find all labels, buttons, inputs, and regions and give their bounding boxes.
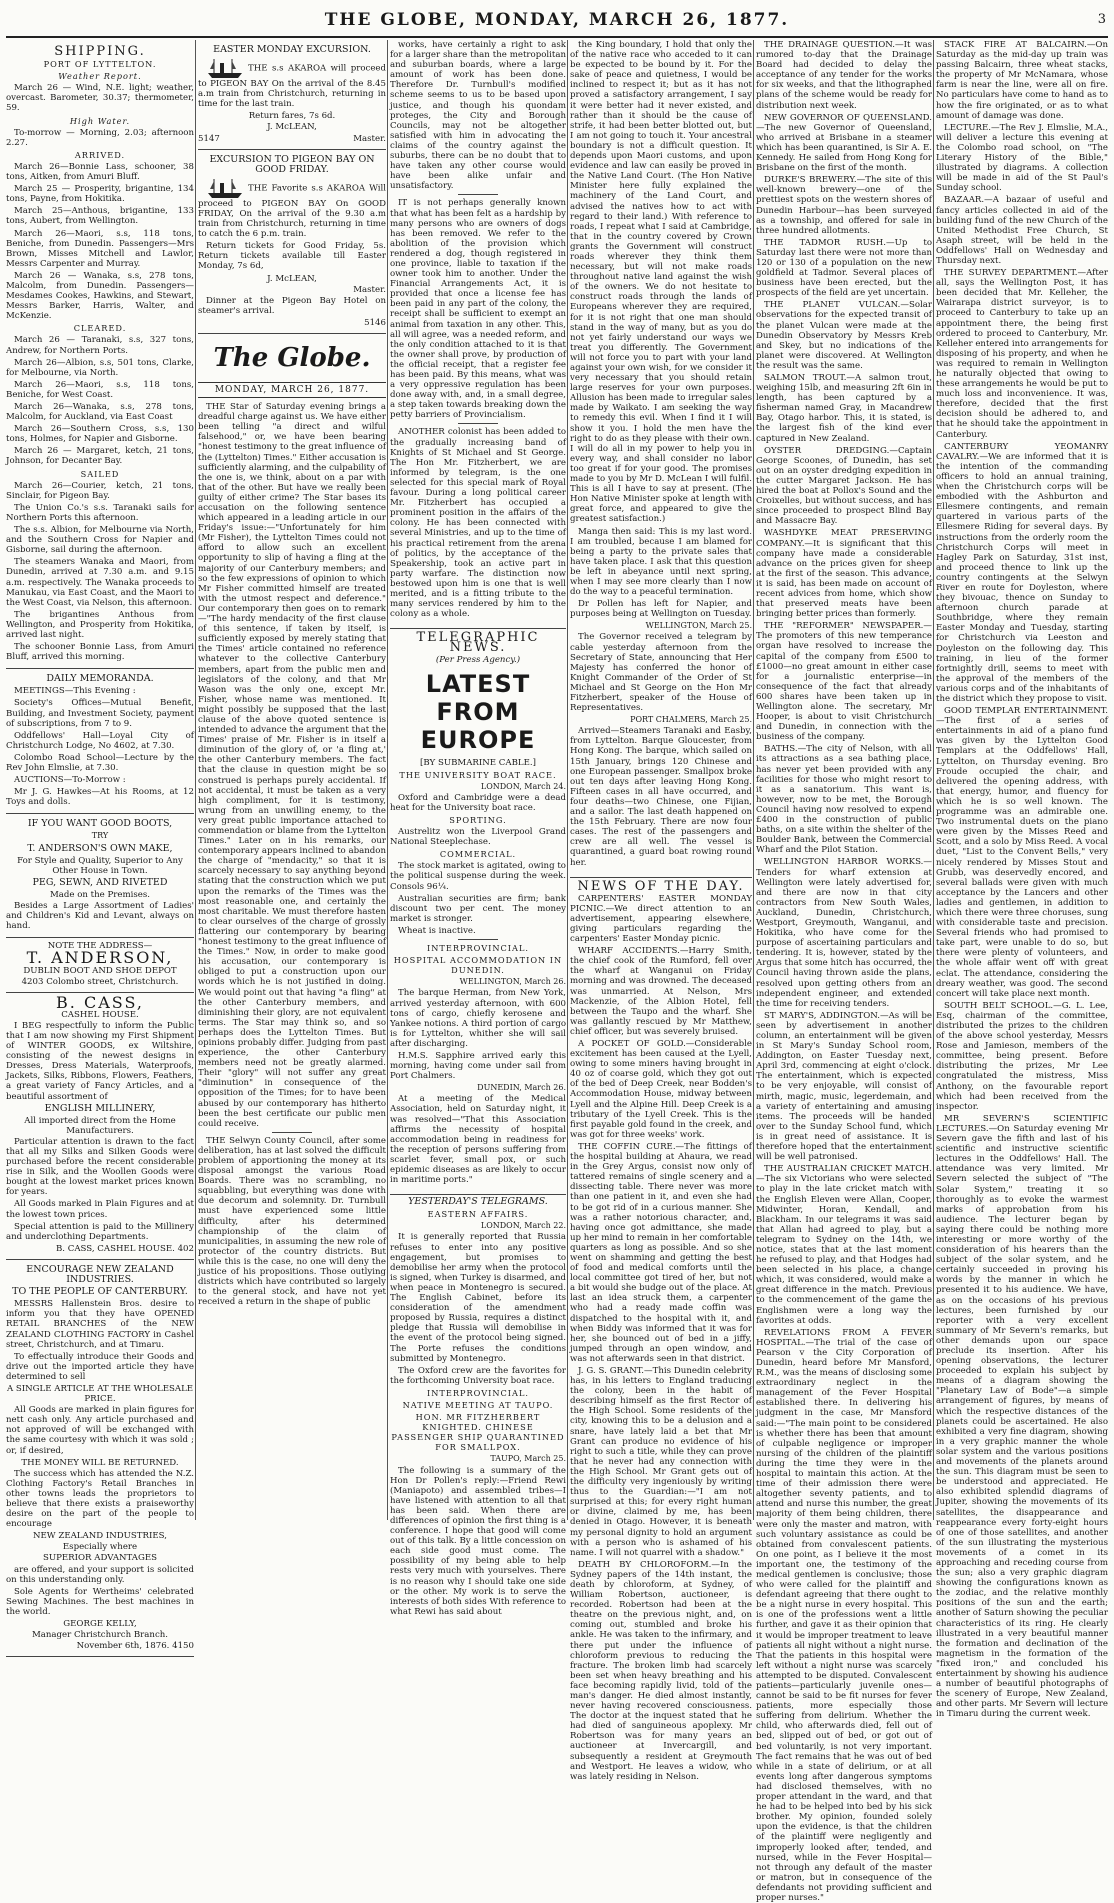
sporting-heading: SPORTING. [449,815,507,825]
news-item: THE TADMOR RUSH.—Up to Saturday last there were not more than 120 or 130 of a population on the new goldfield at Tadmor. Several places of business have been erected, but the prospects of the field are yet uncertain. [756,237,932,299]
excursion-text: THE s.s AKAROA will proceed to PIGEON BAY On the arrival of the 8.45 a.m train from Christchurch, returning in time for the last train. [198,63,386,110]
cass-house: CASHEL HOUSE. [61,1009,139,1020]
cleared-heading: CLEARED. [73,323,127,334]
column-3 [390,40,566,1617]
arrival-entry: March 25—Anthous, brigantine, 133 tons, Aubert, from Wellington. [6,206,194,227]
column-rule [195,40,196,1520]
encourage-text: All Goods are marked in plain figures for nett cash only. Any article purchased and not approved of will be exchanged with the same courtesy with which it was sold ; or, if desired, [6,1405,194,1456]
memoranda-heading: DAILY MEMORANDA. [46,673,154,685]
wellington-text: The barque Herman, from New York, arrived yesterday afternoon, with 600 tons of cargo, chiefly kerosene and Yankee notions. A third portion of cargo is for Lyttelton, whither she will sail after discharging. [390,988,566,1049]
encourage-money: THE MONEY WILL BE RETURNED. [21,1457,179,1468]
news-item: CARPENTERS' EASTER MONDAY PICNIC.—We direct attention to an advertisement, appearing elsewhere, giving particulars regarding the carpenters' Easter Monday picnic. [570,893,752,945]
wellington-text: H.M.S. Sapphire arrived early this morning, having come under sail from Port Chalmers. [390,1050,566,1082]
address-name: T. ANDERSON, [26,948,174,968]
news-item: REVELATIONS FROM A FEVER HOSPITAL.—The trial of the case of Pearson v the City Corporation of Dunedin, heard before Mr Mansford, R.M., was the means of disclosing some extraordinary neglect in the management of the Fever Hospital established there. In delivering his judgment in the case, Mr Mansford said:—"The main point to be considered is whether there has been that amount of culpable negligence or improper nursing of the children of the plaintiff during the time they were in the hospital to maintain this action. At the time of their admission there were altogether seventy patients, and to attend and nurse this number, the great majority of them being children, there were only the master and matron, with such voluntary assistance as could be obtained from convalescent patients. On one point, as I believe it the most important one, the testimony of the medical gentlemen is conclusive; those who were called for the plaintiff and defendant agreeing that there ought to be a night nurse in every hospital. This is one of the professions went a little further, and gave it as their opinion that it would be improper treatment to leave patients all night without a night nurse. That the patients in this hospital were left without a night nurse was scarcely attempted to be disputed. Convalescent patients—particularly juvenile ones—cannot be said to be fit nurses for fever patients, more especially those suffering from delirium. Whether the child, who afterwards died, fell out of bed, slipped out of bed, or got out of bed voluntarily, is not very important. The fact remains that he was out of bed while in a state of delirium, or at all events long after dangerous symptoms had disclosed themselves, with no proper attendant in the ward, and that he had to be helped into bed by his sick brother. My opinion, founded solely upon the evidence, is that the children of the plaintiff were negligently and improperly looked after, tended, and nursed, while in the Fever Hospital—not through any default of the master or matron, but in consequence of the defendants not providing sufficient and proper nurses." [756,1327,932,1903]
memo-entry: MEETINGS—This Evening : [14,686,136,697]
steamship-icon [206,177,244,199]
excursion-fares: Return fares, 7s 6d. [248,111,336,122]
taupo-text: The following is a summary of the Hon Dr Pollen's reply:—Friend Rewi (Maniapoto) and assembled tribes—I have listened with attention to all that has been said. When there are differences of opinion the first thing is a conference. I hope that good will come out of this talk. By a little concession on each side good must come. The possibility of my being able to help rests very much with yourselves. There is no reason why I should take one side or the other. My work is to serve the interests of both sides With reference to what Rewi has said about [390,1465,566,1617]
wellington-date: WELLINGTON, March 26. [459,977,566,987]
weather-report: March 26 — Wind, N.E. light; weather, overcast. Barometer, 30.37; thermometer, 59. [6,83,194,114]
encourage-industries: NEW ZEALAND INDUSTRIES, [33,1531,167,1542]
boots-made: Made on the Premises. [50,889,150,900]
news-item: STACK FIRE AT BALCAIRN.—On Saturday as the mid-day up train was passing Balcairn, three wheat stacks, the property of Mr McNamara, whose farm is near the line, were all on fire. No particulars have come to hand as to how the fire originated, or as to what amount of damage was done. [936,40,1108,121]
yesterday-heading: YESTERDAY'S TELEGRAMS. [408,1196,548,1208]
cleared-entry: March 26 — Taranaki, s.s, 327 tons, Andrew, for Northern Ports. [6,335,194,356]
address-heading: NOTE THE ADDRESS— [47,941,153,952]
cass-advert [6,993,194,1260]
boots-text: Besides a Large Assortment of Ladies' and Children's Kid and Levant, always on hand. [6,901,194,932]
encourage-date: November 6th, 1876. [76,1641,170,1652]
commercial-text: Wheat is inactive. [398,925,476,936]
tide-heading: High Water. [69,115,131,126]
news-item: J. G. S. GRANT.—This Dunedin celebrity has, in his letters to England traducing the colony, been in the habit of describing himself as the first Rector of the High School. Some residents of the city, knowing this to be a delusion and a snare, have lately laid a bet that Mr Grant can produce no evidence of his right to such a title, while they can prove that he never had any connection with the High School. Mr Grant gets out of the difficulty very ingeniously by writing thus to the Guardian:—"I am not surprised at this; for every right human or divine, claimed by me, has been denied in Otago. However, it is beneath my personal dignity to hold an argument with a person who is ashamed of his name. I will not quarrel with a shadow." [570,1366,752,1558]
encourage-ref: 4150 [172,1641,194,1652]
taupo-heading: NATIVE MEETING AT TAUPO. [402,1399,554,1410]
article-paragraph: The Governor received a telegram by cable yesterday afternoon from the Secretary of State, announcing that Her Majesty has conferred the honor of Knight Commander of the Order of St Michael and St George on the Hon Mr Fitzherbert, speaker of the House of Representatives. [570,632,752,714]
shipping-note: The schooner Bonnie Lass, from Amuri Bluff, arrived this morning. [6,642,194,663]
divider [390,621,566,629]
news-item: MR SEVERN'S SCIENTIFIC LECTURES.—On Saturday evening Mr Severn gave the fifth and last of his scientific and instructive scientific lectures in the Oddfellows' Hall. The attendance was very limited. Mr Severn selected the subject of "The Solar System," treating it so thoroughly as to evoke the warmest marks of approbation from his audience. The lecturer began by saying there could be nothing more interesting or more worthy of the consideration of his hearers than the subject of the solar system, and he certainly succeeded in proving his words by the manner in which he presented it to his audience. We have, as on the occasions of his previous lectures, been furnished by our reporter with a very excellent summary of Mr Severn's remarks, but other demands upon our space preclude its insertion. After his opening observations, the lecturer proceeded to explain his subject by means of a diagram showing the "Planetary Law of Bode"—a simple arrangement of figures, by means of which the respective distances of the planets could be ascertained. He also exhibited a very fine diagram, showing in a very graphic manner the whole solar system and the various positions and movements of the planets around the sun. This diagram must be seen to be understood and appreciated. He also exhibited splendid diagrams of Jupiter, showing the movements of its satellites, the disappearance and reappearance every forty-eight hours of one of those satellites, and another of the sun illustrating the mysterious movements of a comet in its approaching and receding course from the sun; also a very graphic diagram showing the configurations known as the zodiac, and the relative monthly positions of the sun and the earth; another of Saturn showing the peculiar characteristics of its ring. He clearly illustrated in a very beautiful manner the formation and declination of the magnetism in the formation of the "fixed iron," and concluded his entertainment by showing his audience a number of beautiful photographs of the scenery of Europe, New Zealand, and other parts. Mr Severn will lecture in Timaru during the current week. [936,1113,1109,1720]
news-item: DEATH BY CHLOROFORM.—In the Sydney papers of the 14th instant, the death by chloroform, at Sydney, of William Robertson, auctioneer, is recorded. Robertson had been at the theatre on the previous night, and, on coming out, stumbled and broke his ankle. He was taken to the infirmary, and there put under the influence of chloroform previous to reducing the fracture. The broken limb had scarcely been set when heavy breathing and his face becoming rapidly livid, told of the man's danger. He died almost instantly, never having recovered consciousness. The doctor at the inquest stated that he had died of sanguineous apoplexy. Mr Robertson was for many years an auctioneer at Invercargill, and subsequently a resident at Greymouth and Westport. He leaves a widow, who was lately residing in Nelson. [570,1559,752,1782]
dateline: MONDAY, MARCH 26, 1877. [198,382,386,398]
news-item: CANTERBURY YEOMANRY CAVALRY.—We are informed that it is the intention of the commanding officers to hold an annual training, when the Christchurch corps will be embodied with the Ashburton and Ellesmere contingents, and remain quartered in various parts of the Ellesmere Riding for several days. By instructions from the orderly room the Christchurch Corps will meet in Hagley Park on Saturday, 31st inst, and proceed thence to link up the country contingents at the Selwyn River en route for Doyleston, where they bivouac, thence on Sunday to afternoon church parade at Southbridge, where they remain Easter Monday and Tuesday, starting for Christchurch via Leeston and Doyleston on the following day. This training, in lieu of the former fortnightly drill, seems to meet with the approval of the members of the various corps and of the inhabitants of the district which they propose to visit. [936,441,1108,704]
excursion-sign: J. McLEAN, [267,122,317,133]
arrived-heading: ARRIVED. [74,149,126,160]
column-6 [936,40,1109,1720]
news-item: THE SURVEY DEPARTMENT.—After all, says the Wellington Post, it has been decided that Mr. Kelleher, the Wairarapa district surveyor, is to proceed to Canterbury to take up an appointment there, the being first ordered to proceed to Canterbury, Mr. Kelleher entered into arrangements for disposing of his property, and when he was required to remain in Wellington he naturally objected that owing to these arrangements he would be put to much loss and inconvenience. It was, therefore, decided that the first decision should be adhered to, and that he should take the appointment in Canterbury. [936,268,1108,440]
boots-heading: IF YOU WANT GOOD BOOTS, [27,818,173,830]
port-heading: PORT OF LYTTELTON. [43,59,157,70]
cleared-entry: March 26—Albion, s.s, 501 tons, Clarke, for Melbourne, via North. [6,357,194,378]
news-item: SALMON TROUT.—A salmon trout, weighing 15lb, and measuring 2ft 6in in length, has been captured by a fisherman named Gray, in Macandrew Bay, Otago harbor. This, it is stated, is the largest fish of the kind ever captured in New Zealand. [756,373,932,444]
excursion-tickets: Return tickets for Good Friday, 5s. Return tickets available till Easter Monday, 7s 6d, [198,241,386,272]
divider [390,1187,566,1195]
latest-sub: [BY SUBMARINE CABLE.] [420,757,536,768]
excursion-text: THE Favorite s.s AKAROA Will proceed to PIGEON BAY On GOOD FRIDAY, On the arrival of the 9.30 a.m train from Christchurch, returning in time to catch the 6 p.m. train. [198,183,386,240]
eastern-text: It is generally reported that Russia refuses to enter into any positive engagement, but promises to demobilise her army when the protocol is signed, when Turkey is disarmed, and when peace in Montenegro is secured. The English Cabinet, before its consideration of the amendment proposed by Russia, requires a distinct pledge that Russia will demobilise in the event of the protocol being signed. The Porte refuses the conditions submitted by Montenegro. [390,1232,566,1364]
dunedin-date: DUNEDIN, March 26. [477,1083,566,1093]
cass-ref: 402 [177,1243,194,1254]
divider [458,423,498,424]
news-item: GOOD TEMPLAR ENTERTAINMENT.—The first of a series of entertainments in aid of a piano fund was given by the Lyttelton Good Templars at the Oddfellows' Hall, Lyttelton, on Thursday evening. Bro Froude occupied the chair, and delivered the opening address, with that energy, humor, and fluency for which he is so well known. The programme was an admirable one. Two instrumental duets on the piano were given by the Misses Reed and Scott, and a solo by Miss Reed. A vocal duet, "List to the Convent Bells," very nicely rendered by Misses Stout and Grubb, was deservedly encored, and several ballads were given with much acceptance by the Lancers and other ladies and gentlemen, in addition to which there were three choruses, sung with considerable taste and precision. Several friends who had promised to take part, were unable to do so, but there were plenty of volunteers, and the whole affair went off with great eclat. The attendance, considering the dreary weather, was good. The second concert will take place next month. [936,706,1108,999]
cleared-entry: March 26—Southern Cross, s.s, 130 tons, Holmes, for Napier and Gisborne. [6,424,194,445]
divider [570,870,752,878]
article-paragraph: Manga then said: This is my last word. I am troubled, because I am blamed for being a party to the private sales that have taken place. I ask that this question be left in abeyance until next spring, when I may see more clearly than I now do the way to a peaceful termination. [570,526,752,598]
news-item: LECTURE.—The Rev J. Elmslie, M.A., will deliver a lecture this evening at the Colombo road school, on "The Literary History of the Bible," illustrated by diagrams. A collection will be made in aid of the St Paul's Sunday school. [936,122,1108,194]
newspaper-nameplate: The Globe. [213,342,371,373]
news-item: WASHDYKE MEAT PRESERVING COMPANY.—It is significant that this company have made a considerable advance on the prices given for sheep at the first of the season. This advance, it is said, has been made on account of recent advices from home, which show that preserved meats have been bringing better prices than formerly. [756,528,932,620]
memo-entry: Mr J. G. Hawkes—At his Rooms, at 12 Toys and dolls. [6,787,194,808]
arrival-entry: March 25 — Prosperity, brigantine, 134 tons, Payne, from Hokitika. [6,184,194,205]
divider [272,1132,312,1133]
column-1 [6,40,194,1652]
memoranda-section [6,669,194,814]
column-rule [753,40,754,1520]
latest-heading: LATEST FROM EUROPE [420,669,536,754]
column-rule [387,40,388,1520]
boots-sub: For Style and Quality, Superior to Any Other House in Town. [17,855,183,876]
cass-name: B. CASS, [56,992,144,1012]
telegraphic-heading: TELEGRAPHIC NEWS. [416,630,540,656]
news-item: ST MARY'S, ADDINGTON.—As will be seen by advertisement in another column, an entertainment will be given in St Mary's Sunday School room, Addington, on Easter Tuesday next, April 3rd, commencing at eight o'clock. The entertainment, which is expected to be very enjoyable, will consist of mirth, magic, music, legerdemain, and a variety of entertaining and amusing items. The proceeds will be handed over to the Sunday School fund, which is in great need of assistance. It is therefore hoped that the entertainment will be well patronised. [756,1010,932,1163]
news-item: DURKE'S BREWERY.—The site of this well-known brewery—one of the prettiest spots on the western shores of Dunedin Harbour—has been surveyed as a township, and offered for sale in three hundred allotments. [756,175,932,236]
fitzherbert-heading: HON. MR FITZHERBERT KNIGHTED. CHINESE PASSENGER SHIP QUARANTINED FOR SMALLPOX. [391,1412,565,1453]
arrival-entry: March 26 — Wanaka, s.s, 278 tons, Malcolm, from Dunedin. Passengers—Mesdames Cookes, Hawkins, and Stewart, Messrs Barker, Harris, Walter, and McKenzie. [6,270,194,322]
cass-millinery: ENGLISH MILLINERY, [44,1102,156,1114]
dateline-port-chalmers: PORT CHALMERS, March 25. [630,715,752,725]
eastern-heading: EASTERN AFFAIRS. [427,1209,529,1220]
cleared-entry: March 26 — Margaret, ketch, 21 tons, Johnson, for Decanter Bay. [6,446,194,467]
article-paragraph: Dr Pollen has left for Napier, and purposes being at Wellington on Tuesday. [570,599,752,620]
shipping-note: The s.s. Albion, for Melbourne via North, and the Southern Cross for Napier and Gisborne, sail during the afternoon. [6,525,194,556]
page-number: 3 [1097,12,1106,27]
excursion-sign: J. McLEAN, [267,273,317,284]
sporting-text: Austrelitz won the Liverpool Grand National Steeplechase. [390,827,566,848]
shipping-note: The Union Co.'s s.s. Taranaki sails for Northern Ports this afternoon. [6,502,194,523]
news-item: WELLINGTON HARBOR WORKS.—Tenders for wharf extension at Wellington were lately advertised for, and there are now in that city contractors from New South Wales, Auckland, Dunedin, Christchurch, Westport, Greymouth, Wanganui, and Hokitika, who have come for the purpose of ascertaining particulars and tendering. It is, however, stated by the Argus that some hitch has occurred, the Council having thrown aside the plans, resolved upon getting others from an independent engineer, and extended the time for receiving tenders. [756,857,932,1009]
commercial-text: Australian securities are firm; bank discount two per cent. The money market is stronger. [390,893,566,924]
address-advert [6,938,194,992]
boots-advert [6,814,194,938]
encourage-role: Manager Christchurch Branch. [31,1630,169,1641]
cass-text: Special attention is paid to the Millinery and underclothing Departments. [6,1221,194,1242]
cass-sign: B. CASS, CASHEL HOUSE. [55,1243,175,1254]
dunedin-text: At a meeting of the Medical Association, held on Saturday night, it was resolved—"That this Association affirms the necessity of hospital accommodation being in readiness for the reception of persons suffering from scarlet fever, small pox, or such epidemic diseases as are likely to occur in maritime ports." [390,1094,566,1186]
boat-date: LONDON, March 24. [480,781,566,791]
news-item: THE "REFORMER" NEWSPAPER.—The promoters of this new temperance organ have resolved to increase the capital of the company from £500 to £1000—no great amount in either case for a journalistic enterprise—in consequence of the fact that already 600 shares have been taken up in Wellington alone. The secretary, Mr Hooper, is about to visit Christchurch and Dunedin, in connection with the business of the company. [756,621,932,743]
excursion-ref: 5146 [364,317,386,328]
cass-text: I BEG respectfully to inform the Public that I am now showing my First Shipment of WINTER GOODS, ex Wiltshire, consisting of the newest designs in Dresses, Dress Materials, Waterproofs, Jackets, Silks, Ribbons, Flowers, Feathers, a great variety of Fancy Articles, and a beautiful assortment of [6,1020,194,1102]
news-item: NEW GOVERNOR OF QUEENSLAND.—The new Governor of Queensland, who arrived at Brisbane in a steamer which has been quarantined, is Sir A. E. Kennedy. He sailed from Hong Kong for Brisbane on the first of the month. [756,112,932,174]
telegraphic-sub: (Per Press Agency.) [435,655,521,666]
boat-text: Oxford and Cambridge were a dead heat for the University boat race. [390,792,566,813]
masthead-title: THE GLOBE, MONDAY, MARCH 26, 1877. [324,10,790,30]
taupo-date: TAUPO, March 25. [490,1454,566,1464]
editorial-paragraph: THE Selwyn County Council, after some deliberation, has at last solved the difficult problem of apportioning the money at its disposal amongst the various Road Boards. There was no scrambling, no squabbling, but everything was done with due decorum and solemnity. Dr. Turnbull must have experienced some little difficulty, after his determined championship of the claim of municipalities, in assuming the new role of protector of the country districts. But while this is the case, no one will deny the justice of his propositions. Those outlying districts which have contributed so largely to the general stock, and have not yet received a return in the shape of public [198,1135,386,1308]
news-item: OYSTER DREDGING.—Captain George Scoones, of Dunedin, has set out on an oyster dredging expedition in the cutter Margaret Jackson. He has hired the boat at Pollox's Sound and the Croixelles, but without success, and has since proceeded to prospect Blind Bay and Massacre Bay. [756,445,932,527]
shipping-note: The steamers Wanaka and Maori, from Dunedin, arrived at 7.30 a.m. and 9.15 a.m. respectively. The Wanaka proceeds to Manukau, via East Coast, and the Maori to the West Coast, via Nelson, this afternoon. [6,557,194,608]
commercial-text: The stock market is agitated, owing to the political suspense during the week. Consols 96¼. [390,861,566,892]
top-rule [6,36,1108,38]
memo-entry: Colombo Road School—Lecture by the Rev John Elmslie, at 7.30. [6,752,194,773]
encourage-text: Sole Agents for Wertheims' celebrated Sewing Machines. The best machines in the world. [6,1586,194,1617]
encourage-advantages: SUPERIOR ADVANTAGES [42,1553,158,1564]
boots-name: T. ANDERSON'S OWN MAKE, [27,842,173,854]
encourage-to: TO THE PEOPLE OF CANTERBURY. [12,1286,188,1298]
excursion-dinner: Dinner at the Pigeon Bay Hotel on steamer's arrival. [198,295,386,316]
interprovincial-heading: INTERPROVINCIAL. [426,943,529,954]
encourage-caps: A SINGLE ARTICLE AT THE WHOLESALE PRICE. [6,1383,194,1405]
shipping-note: The brigantines Anthous from Wellington, and Prosperity from Hokitika, arrived last night. [6,609,194,640]
news-item: THE DRAINAGE QUESTION.—It was rumored to-day that the Drainage Board had decided to delay the acceptance of any tender for the works for six weeks, and that the lithographed plans of the scheme would be ready for distribution next week. [756,40,932,111]
sailed-heading: SAILED [80,468,120,479]
memo-entry: Oddfellows' Hall—Loyal City of Christchurch Lodge, No 4602, at 7.30. [6,730,194,751]
weather-heading: Weather Report. [58,71,142,82]
hospital-heading: HOSPITAL ACCOMMODATION IN DUNEDIN. [393,955,563,976]
shipping-section [6,40,194,669]
steamship-icon [206,57,244,79]
boots-try: TRY [91,831,109,841]
news-of-the-day-heading: NEWS OF THE DAY. [577,878,745,894]
excursion-ref: 5147 [198,133,220,144]
memo-entry: AUCTIONS—To-Morrow : [14,775,126,786]
news-item: SOUTH BELT SCHOOL.—G. L. Lee, Esq, chairman of the committee, distributed the prizes to the children of the above school yesterday, Messrs Rose and Jamieson, members of the committee, being present. Before distributing the prizes, Mr Lee congratulated the mistress, Miss Anthony, on the favourable report which had been received from the inspector. [936,1000,1108,1112]
tide-report: To-morrow — Morning, 2.03; afternoon 2.27. [6,127,194,148]
address-ref: 4203 [21,976,44,987]
editorial-paragraph: ANOTHER colonist has been added to the gradually increasing band of Knights of St Michael and St George. The Hon Mr. Fitzherbert, we are informed by telegram, is the one selected for this special mark of Royal favour. During a long political career Mr. Fitzherbert has occupied a prominent position in the affairs of the colony. He has been connected with several Ministries, and up to the time of his practical retirement from the arena of politics, by the acceptance of the Speakership, took an active part in party warfare. The distinction now bestowed upon him is one that is well merited, and is a fitting tribute to the many services rendered by him to the colony as a whole. [390,427,566,620]
boots-types: PEG, SEWN, AND RIVETED [32,876,168,888]
encourage-sign: GEORGE KELLY, [63,1619,137,1630]
column-5 [756,40,932,1903]
news-item: A POCKET OF GOLD.—Considerable excitement has been caused at the Lyell, owing to some miners having brought in 40 oz of coarse gold, which they got out of the bed of Deep Creek, near Bodden's Accommodation House, midway between Lyell and the Alpine Hill. Deep Creek is a tributary of the Lyell Creek. This is the first payable gold found in the creek, and was got for three weeks' work. [570,1039,752,1140]
editorial-paragraph: IT is not perhaps generally known that what has been felt as a hardship by many persons who are owners of dogs has been removed. We refer to the abolition of the provision which rendered a dog, though registered in one province, liable to taxation if the owner took him to another. Under the Financial Arrangements Act, it is provided that once a license fee has been paid in any part of the colony, the receipt shall be sufficient to exempt an animal from taxation in any other. This, all will agree, was a needed reform, and the only condition attached to it is that the owner shall prove, by production of the official receipt, that a register fee has been paid. By this means, what was a very oppressive regulation has been done away with, and, in a small degree, a step taken towards breaking down the petty barriers of Provincialism. [390,198,566,421]
cass-text: Particular attention is drawn to the fact that all my Silks and Silken Goods were purchased before the recent considerable rise in Silk, and the Woollen Goods were bought at the lowest market prices known for years. [6,1136,194,1198]
excursion-advert-1 [198,40,386,150]
divider [458,194,498,195]
encourage-text: The success which has attended the N.Z. Clothing Factory's Retail Branches in other towns leads the proprietors to believe that there exists a praiseworthy desire on the part of the people to encourage [6,1468,194,1530]
news-item: THE PLANET VULCAN.—Solar observations for the expected transit of the planet Vulcan were made at the Dunedin Observatory by Messrs Kreb and Skey, but no indications of the planet were discovered. At Wellington the result was the same. [756,300,932,371]
eastern-date: LONDON, March 22. [480,1221,566,1231]
column-rule [933,40,934,1520]
excursion-role: Master. [353,133,386,144]
boat-heading: THE UNIVERSITY BOAT RACE. [399,769,557,780]
encourage-text: To effectually introduce their Goods and drive out the imported article they have determined to sell [6,1351,194,1382]
encourage-especially: Especially where [62,1542,138,1553]
arrival-entry: March 26—Bonnie Lass, schooner, 38 tons, Aitken, from Amuri Bluff. [6,161,194,183]
editorial-paragraph: THE Star of Saturday evening brings a dreadful charge against us. We have either been telling "a direct and wilful falsehood," or, we have been bearing "honest testimony to the great influence of the (Lyttelton) Times." Either accusation is sufficiently alarming, and the culpability of the one is, we think, about on a par with that of the other. But have we really been guilty of either crime? The Star bases its accusation on the following sentence which appeared in a leading article in our Friday's issue:—"Unfortunately for him (Mr Fisher), the Lyttelton Times could not afford to allow such an excellent opportunity to slip of having a fling at the majority of our Canterbury members; and so the few expressions of opinion to which Mr Fisher committed himself are treated with the utmost respect and deference." Our contemporary then goes on to remark—"The hardy mendacity of the first clause of this sentence, if taken by itself, is sufficiently exposed by merely stating that the Times' article contained no reference whatever to the collective Canterbury members, apart from the public men and legislators of the colony, and that Mr Wason was the only one, except Mr. Fisher, whose name was mentioned. It might possibly be supposed that the last clause of the above quoted sentence is intended to advance the argument that the Times' praise of Mr. Fisher is in itself a diminution of the glory of, or 'a fling at,' the other Canterbury members. The fact that the clause in question might be so construed is perhaps purely accidental. If not accidental, it must be taken as a very high compliment, for it is testimony, wrung from an unwilling enemy, to the very great public importance attached to commendation or blame from the Lyttelton Times." Later on in his remarks, our contemporary appears inclined to abandon the charge of "mendacity," so that it is scarcely necessary to say anything beyond stating that the construction which we put upon the remarks of the Times was the most reasonable one, and certainly the most charitable. We must therefore hasten to clear ourselves of the charge of grossly flattering our contemporary by bearing "honest testimony to the great influence of the Times." Now, in order to make good his accusation, our contemporary is obliged to put a construction upon our words which he is not justified in doing. We would point out that having "a fling" at the other Canterbury members, and diminishing their glory, are not equivalent terms. The Star may think so, and so perhaps does the Lyttelton Times. But opinions probably differ. Judging from past experience, the other Canterbury members need not be greatly alarmed. Their "glory" will not suffer any great "diminution" in consequence of the opposition of the Times; for to have been abused by our contemporary has hitherto been the best certificate our public men could receive. [198,402,386,1129]
news-item: BAZAAR.—A bazaar of useful and fancy articles collected in aid of the building fund of the new Church of the United Methodist Free Church, St Asaph street, will be held in the Oddfellows' Hall on Wednesday and Thursday next. [936,195,1108,266]
interprovincial-heading: INTERPROVINCIAL. [426,1387,529,1398]
cass-text: All Goods marked in Plain Figures and at the lowest town prices. [6,1199,194,1220]
eastern-text: The Oxford crew are the favorites for the forthcoming University boat race. [390,1365,566,1386]
excursion-heading: EASTER MONDAY EXCURSION. [213,44,371,55]
news-item: THE COFFIN CURE.—The fittings of the hospital building at Ahaura, we read in the Grey Argus, consist now only of tattered remains of single scenery and a dissecting table. There never was more than one patient in it, and even she had to be got rid of in a curious manner. She was a rather notorious character, and, having once got admittance, she made up her mind to remain in her comfortable quarters as long as possible. And so she went on shamming and getting the best of food and medical comforts until the local committee got tired of her, but not a bit would she budge out of the place. At last an idea struck them, a carpenter who had a ready made coffin was dispatched to the hospital with it, and when Biddy was informed that it was for her, she bounced out of bed in a jiffy, jumped through an open window, and was not afterwards seen in that district. [570,1141,752,1364]
news-item: BATHS.—The city of Nelson, with all its attractions as a sea bathing place, has never yet been provided with any facilities for those who might resort to it as a sanatorium. This want is, however, now to be met, the Borough Council having now resolved to expend £400 in the construction of public baths, on a site within the shelter of the Boulder Bank, between the Commercial Wharf and the Pilot Station. [756,744,932,856]
column-2 [198,40,386,1520]
encourage-advert [6,1260,194,1657]
encourage-text: are offered, and your support is solicited on this understanding only. [6,1564,194,1585]
encourage-text: MESSRS Hallenstein Bros. desire to inform you that they have OPENED RETAIL BRANCHES of the NEW ZEALAND CLOTHING FACTORY in Cashel street, Christchurch, and at Timaru. [6,1299,194,1350]
excursion-role: Master. [353,284,386,295]
cleared-entry: March 26—Maori, s.s, 118 tons, Beniche, for West Coast. [6,379,194,400]
dateline-wellington: WELLINGTON, March 25. [645,621,752,631]
cass-import: All imported direct from the Home Manufacturers. [24,1115,176,1136]
news-item: WHARF ACCIDENTS.—Harry Smith, the chief cook of the Rumford, fell over the wharf at Wanganui on Friday morning and was drowned. The deceased was unmarried. At Nelson, Mrs Mackenzie, of the Albion Hotel, fell between the Taupo and the wharf. She was gallantly rescued by Mr Matthew, chief officer, but was severely bruised. [570,946,752,1037]
address-line: DUBLIN BOOT AND SHOE DEPOT [23,965,177,976]
editorial-paragraph: works, have certainly a right to ask for a larger share than the metropolitan and suburban boards, where a large amount of work has been done. Therefore Dr. Turnbull's modified scheme seems to us to be based upon justice, and though his quondam proteges, the City and Borough Councils, may not be altogether satisfied with him in advocating the claims of the country against the suburbs, there can be no doubt that to have taken any other course would have been alike unfair and unsatisfactory. [390,40,566,192]
memo-entry: Society's Offices—Mutual Benefit, Building, and Investment Society, payment of subscriptions, from 7 to 9. [6,698,194,729]
article-paragraph: the King boundary, I hold that only the of the native race who acceded to it can be expected to be bound by it. For the sake of peace and quietness, I would be inclined to respect it; but as it has not proved a satisfactory arrangement, I say it were better had it never existed, and rather than it should be the cause of strife, it had been better blotted out, but I am not going to touch it. Your ancestral boundary is not a difficult question. It depends upon Maori customs, and upon evidence and law can easily be proved in the Native Land Court. (The Hon Native Minister here fully explained the machinery of the Land Court, and advised the natives how to act with regard to their land.) With reference to roads, I repeat what I said at Cambridge, that in the country covered by Crown grants the Government will construct roads wherever they think them necessary, but will not make roads throughout native land against the wish of the owners. We do not hesitate to construct roads through the lands of Europeans wherever they are required, for it is not right that one man should stand in the way of many, but as you do not yet fairly understand our ways we treat you differently. The Government will not force you to part with your land against your own wish, for we consider it very necessary that you should retain large reserves for your own purposes. Allusion has been made to irregular sales made by Waikato. I am seeking the way to remedy this evil. When I find it I will show it you. I hold the men have the right to do as they please with their own. I will do all in my power to help you in every way, and shall consider no labor too great if for your good. The promises made to you by Mr D. McLean I will fulfil. This is all I have to say at present. (The Hon Native Minister spoke at length with great force, and appeared to give the greatest satisfaction.) [570,40,752,525]
arrival-entry: March 26—Maori, s.s, 118 tons, Beniche, from Dunedin. Passengers—Mrs Brown, Misses Mitchell and Lawlor, Messrs Carpenter and Murray. [6,228,194,269]
divider [458,939,498,940]
column-4 [570,40,752,1782]
shipping-heading: SHIPPING. [54,44,146,59]
masthead [0,0,1114,40]
excursion-heading: EXCURSION TO PIGEON BAY ON GOOD FRIDAY. [209,153,375,175]
address-street: Colombo street, Christchurch. [46,976,179,987]
cleared-entry: March 26—Wanaka, s.s, 278 tons, Malcolm, for Auckland, via East Coast [6,402,194,423]
column-rule [567,40,568,1520]
article-paragraph: Arrived—Steamers Taranaki and Easby, from Lyttelton. Barque Gloucester, from Hong Kong. The barque, which sailed on 15th January, brings 120 Chinese and one European passenger. Smallpox broke out ten days after leaving Hong Kong. Fifteen cases in all have occurred, and four deaths—two Chinese, one Fijian, and a sailor. The last death happened on the 15th February. There are now four cases. The rest of the passengers and crew are all well. The vessel is quarantined, a guard boat rowing round her. [570,726,752,868]
news-item: THE AUSTRALIAN CRICKET MATCH.—The six Victorians who were selected to play in the late cricket match with the English Eleven were Allan, Cooper, Midwinter, Horan, Kendall, and Blackham. In our telegrams it was said that Allan had agreed to play, but a telegram to Sydney on the 14th, we notice, states that at the last moment he refused to play, and that Hodges had been selected in his place, a change which, it was considered, would make a great difference in the match. Previous to the commencement of the game the Englishmen were a long way the favorites at odds. [756,1164,932,1326]
sailed-entry: March 26—Courier, ketch, 21 tons, Sinclair, for Pigeon Bay. [6,480,194,501]
excursion-advert-2 [198,150,386,334]
commercial-heading: COMMERCIAL. [439,849,517,860]
encourage-heading: ENCOURAGE NEW ZEALAND INDUSTRIES. [26,1263,174,1286]
